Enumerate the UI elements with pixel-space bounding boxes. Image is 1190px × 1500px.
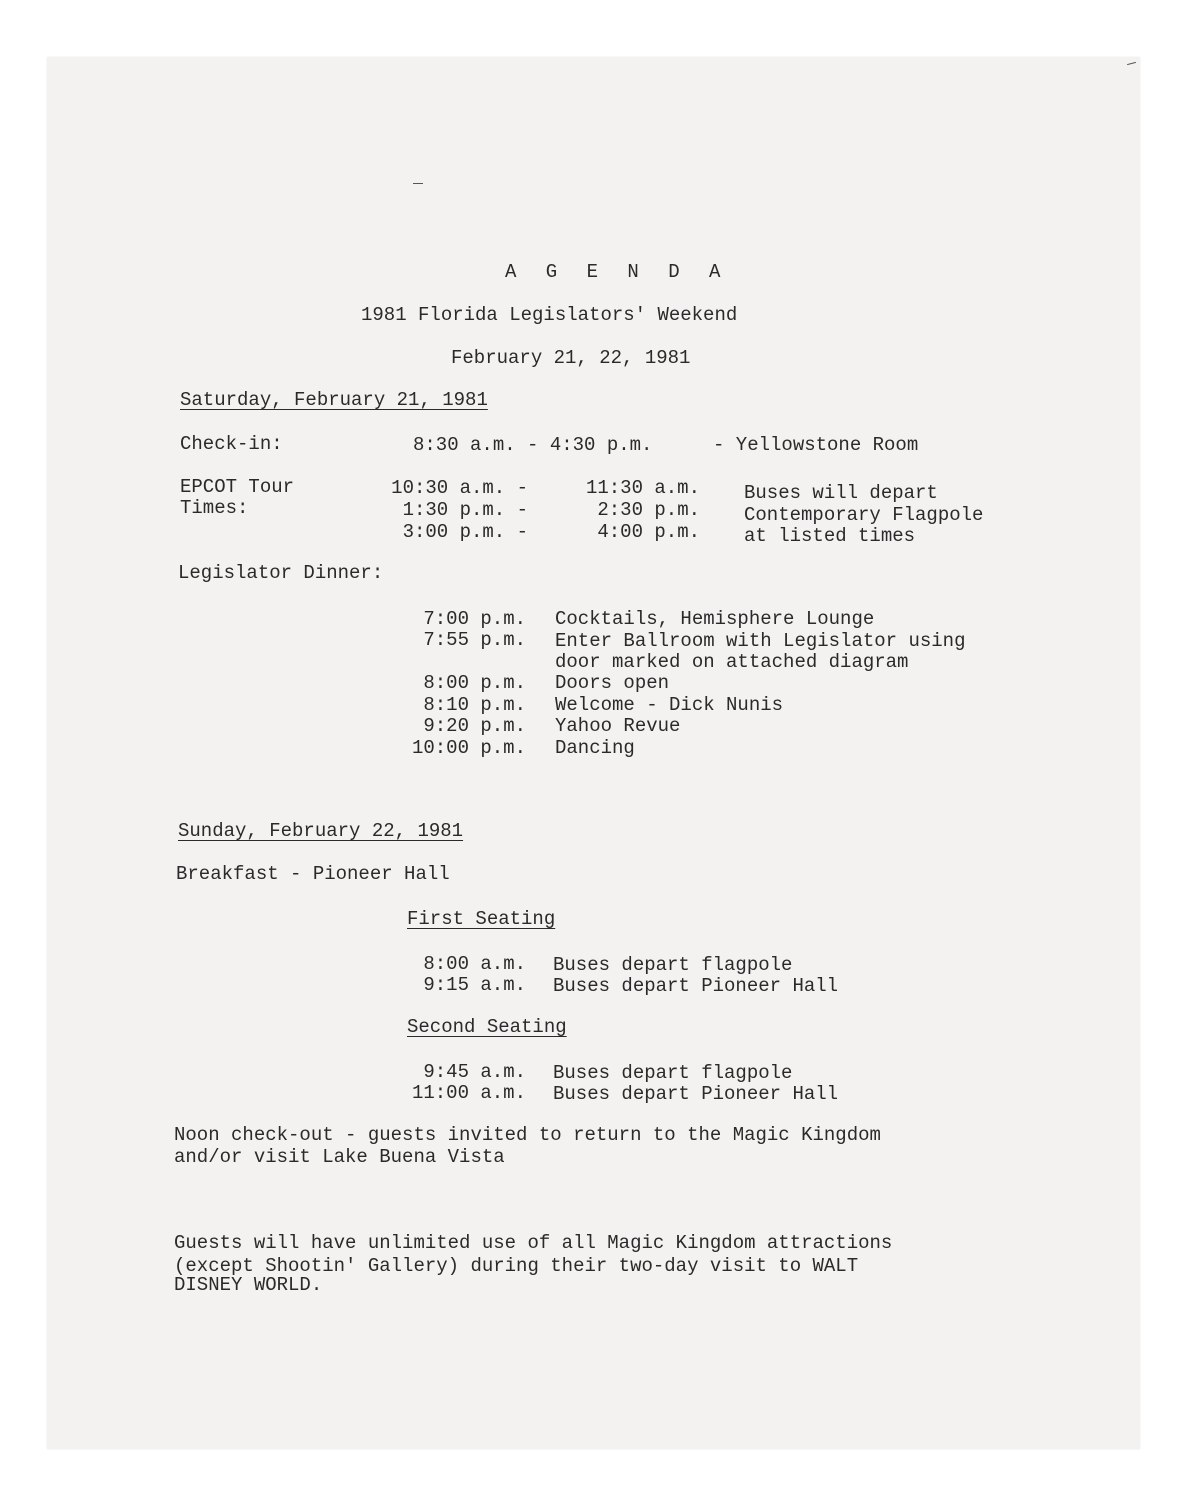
saturday-heading: Saturday, February 21, 1981 — [180, 389, 488, 411]
footer-note-line: (except Shootin' Gallery) during their two-day visit to WALT — [174, 1255, 859, 1277]
checkout-line: Noon check-out - guests invited to return to the Magic Kingdom — [174, 1124, 881, 1146]
dinner-item-desc: Yahoo Revue — [555, 715, 681, 737]
checkin-time: 8:30 a.m. - 4:30 p.m. — [413, 434, 653, 456]
footer-note-line: Guests will have unlimited use of all Magic Kingdom attractions — [174, 1232, 893, 1254]
checkin-place: - Yellowstone Room — [713, 434, 919, 456]
footer-note-line: DISNEY WORLD. — [174, 1274, 323, 1296]
dinner-item-time: 10:00 p.m. — [411, 737, 526, 759]
first-seating-heading: First Seating — [407, 908, 556, 930]
checkout-line: and/or visit Lake Buena Vista — [174, 1146, 505, 1168]
breakfast-label: Breakfast - Pioneer Hall — [176, 863, 450, 885]
dinner-item-time: 7:00 p.m. — [423, 608, 526, 630]
epcot-label-line2: Times: — [180, 497, 249, 519]
epcot-note-line: at listed times — [744, 525, 916, 547]
dinner-item-desc: Welcome - Dick Nunis — [555, 694, 784, 716]
seating-item-desc: Buses depart flagpole — [553, 954, 793, 976]
epcot-time-end: 4:00 p.m. — [597, 521, 700, 543]
epcot-time-end: 11:30 a.m. — [585, 477, 700, 499]
sunday-heading: Sunday, February 22, 1981 — [178, 820, 464, 842]
dinner-item-desc: Enter Ballroom with Legislator using — [555, 630, 966, 652]
epcot-time-end: 2:30 p.m. — [597, 499, 700, 521]
dinner-item-desc: Cocktails, Hemisphere Lounge — [555, 608, 875, 630]
document-title: A G E N D A — [505, 261, 730, 283]
dinner-label: Legislator Dinner: — [178, 562, 384, 584]
seating-item-time: 9:45 a.m. — [423, 1061, 526, 1083]
event-dates: February 21, 22, 1981 — [451, 347, 691, 369]
paper-mark — [413, 183, 423, 184]
dinner-item-desc: Dancing — [555, 737, 635, 759]
dinner-item-desc: door marked on attached diagram — [555, 651, 909, 673]
dinner-item-desc: Doors open — [555, 672, 670, 694]
epcot-time-start: 3:00 p.m. - — [402, 521, 528, 543]
epcot-label-line1: EPCOT Tour — [180, 476, 295, 498]
seating-item-desc: Buses depart Pioneer Hall — [553, 975, 839, 997]
epcot-time-start: 10:30 a.m. - — [391, 477, 528, 499]
event-subtitle: 1981 Florida Legislators' Weekend — [361, 304, 738, 326]
second-seating-heading: Second Seating — [407, 1016, 567, 1038]
epcot-note-line: Buses will depart — [744, 482, 938, 504]
dinner-item-time: 8:00 p.m. — [423, 672, 526, 694]
seating-item-desc: Buses depart flagpole — [553, 1062, 793, 1084]
seating-item-desc: Buses depart Pioneer Hall — [553, 1083, 839, 1105]
seating-item-time: 8:00 a.m. — [423, 953, 526, 975]
dinner-item-time: 7:55 p.m. — [423, 629, 526, 651]
dinner-item-time: 8:10 p.m. — [423, 694, 526, 716]
seating-item-time: 9:15 a.m. — [423, 974, 526, 996]
seating-item-time: 11:00 a.m. — [411, 1082, 526, 1104]
dinner-item-time: 9:20 p.m. — [423, 715, 526, 737]
epcot-note-line: Contemporary Flagpole — [744, 504, 984, 526]
epcot-time-start: 1:30 p.m. - — [402, 499, 528, 521]
checkin-label: Check-in: — [180, 433, 283, 455]
